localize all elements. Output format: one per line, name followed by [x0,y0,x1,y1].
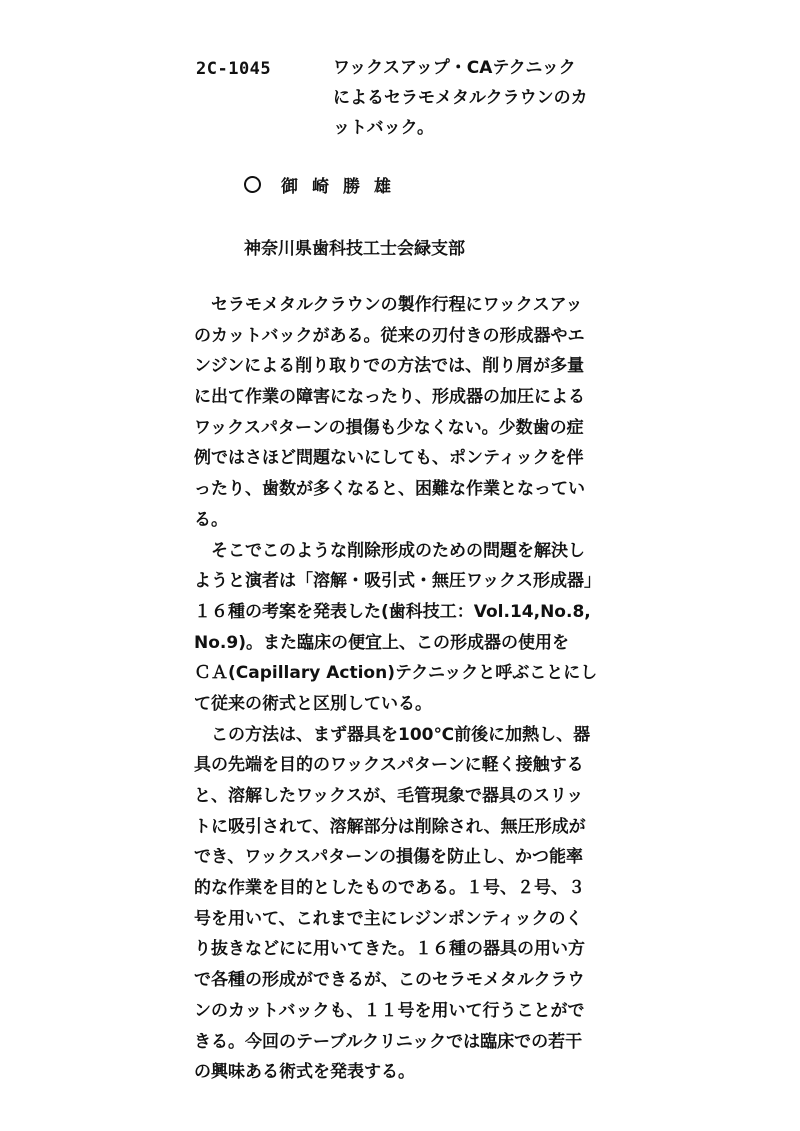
title-line: によるセラモメタルクラウンのカ [333,88,588,108]
body-line: に出て作業の障害になったり、形成器の加圧による [194,387,585,408]
body-line: ンのカットバックも、１１号を用いて行うことがで [194,1000,585,1021]
body-line: と、溶解したワックスが、毛管現象で器具のスリッ [194,786,584,806]
body-line: この方法は、まず器具を100℃前後に加熱し、器 [194,724,591,745]
body-line: でき、ワックスパターンの損傷を防止し、かつ能率 [194,847,583,868]
body-line: ようと演者は「溶解・吸引式・無圧ワックス形成器」 [194,571,601,592]
body-line: て従来の術式と区別している。 [194,693,432,714]
author-name: 御崎勝雄 [281,177,405,197]
body-line: トに吸引されて、溶解部分は削除され、無圧形成が [194,816,586,837]
body-line: ったり、歯数が多くなると、困難な作業となってい [194,479,585,500]
body-line: る。 [194,509,228,530]
body-line: 号を用いて、これまで主にレジンポンティックのく [194,908,583,929]
abstract-id: 2C-1045 [196,59,272,79]
body-line: のカットバックがある。従来の刃付きの形成器やエ [194,325,585,346]
body-line: ワックスパターンの損傷も少なくない。少数歯の症 [194,417,584,438]
presenter-circle-icon [244,176,261,193]
body-line: No.9)。また臨床の便宜上、この形成器の使用を [194,632,569,653]
body-line: の興味ある術式を発表する。 [194,1062,415,1083]
abstract-title [333,53,603,143]
body-line: ンジンによる削り取りでの方法では、削り屑が多量 [194,356,585,377]
body-line: 具の先端を目的のワックスパターンに軽く接触する [194,755,584,776]
body-line: 的な作業を目的としたものである。１号、２号、３ [194,878,585,899]
body-line: 例ではさほど問題ないにしても、ポンティックを伴 [194,448,584,469]
body-line: ＣＡ(Capillary Action)テクニックと呼ぶことにし [194,663,598,684]
body-line: １６種の考案を発表した(歯科技工：Vol.14,No.8, [194,601,591,622]
author-line [244,172,405,202]
body-line: そこでこのような削除形成のための問題を解決し [194,540,585,561]
body-line: り抜きなどにに用いてきた。１６種の器具の用い方 [194,939,585,960]
author-affiliation: 神奈川県歯科技工士会緑支部 [244,239,465,259]
title-line: ットバック。 [333,118,434,138]
abstract-body [194,290,604,1088]
body-line: で各種の形成ができるが、このセラモメタルクラウ [194,970,585,991]
body-line: きる。今回のテーブルクリニックでは臨床での若干 [194,1031,583,1052]
title-line: ワックスアップ・CAテクニック [333,58,576,78]
body-line: セラモメタルクラウンの製作行程にワックスアッ [194,295,583,315]
